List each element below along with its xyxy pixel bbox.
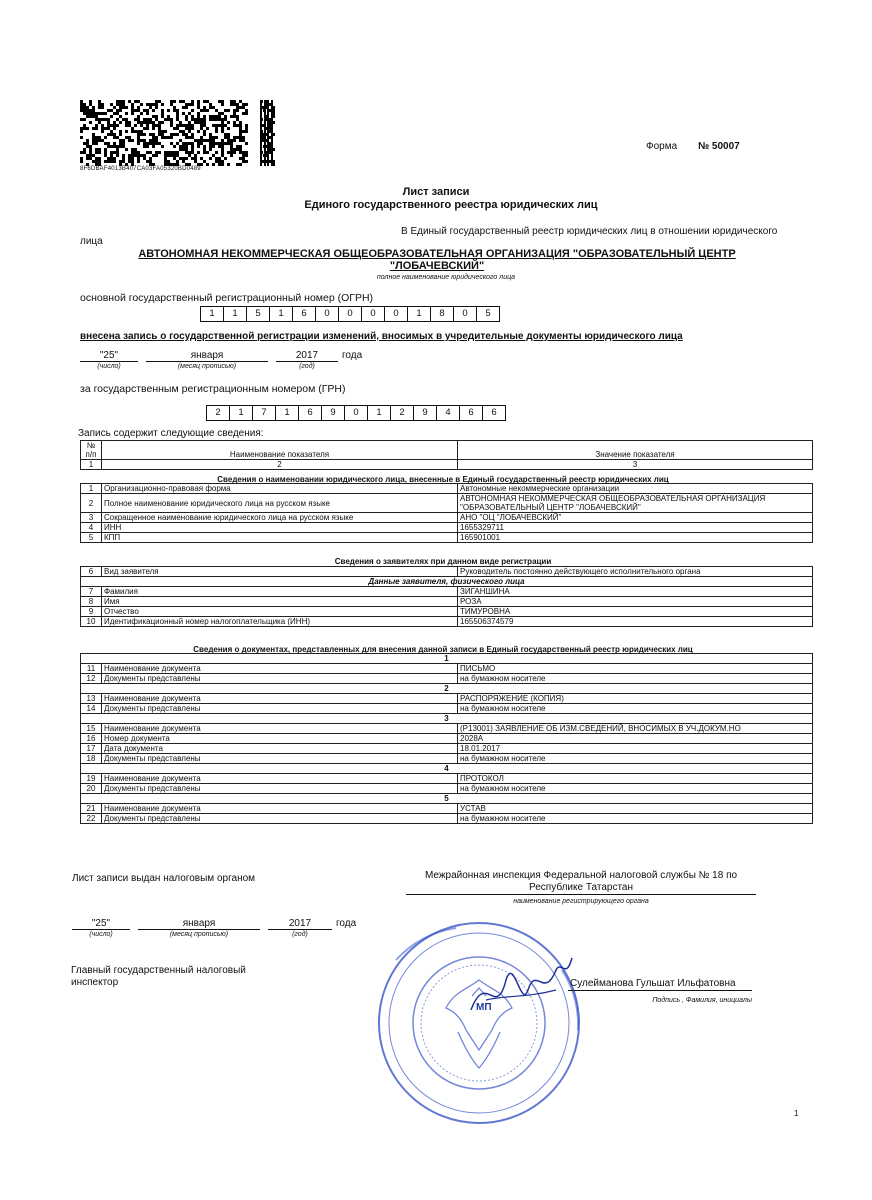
digit-box: 9 xyxy=(413,405,437,421)
digit-box: 7 xyxy=(252,405,276,421)
digit-box: 6 xyxy=(459,405,483,421)
row-value: АНО "ОЦ "ЛОБАЧЕВСКИЙ" xyxy=(458,513,813,523)
section3-table xyxy=(80,653,813,824)
row-name: Документы представлены xyxy=(102,754,458,764)
row-value: на бумажном носителе xyxy=(458,704,813,714)
row-name: Наименование документа xyxy=(102,774,458,784)
row-value: на бумажном носителе xyxy=(458,784,813,794)
digit-box: 1 xyxy=(407,306,431,322)
row-number: 10 xyxy=(81,617,102,627)
row-value: ЗИГАНШИНА xyxy=(458,587,813,597)
row-number: 5 xyxy=(81,533,102,543)
date2-suffix: года xyxy=(336,918,357,929)
row-value: РОЗА xyxy=(458,597,813,607)
barcode-2d xyxy=(80,100,275,166)
date1-year-caption: (год) xyxy=(299,363,315,370)
date1-month-caption: (месяц прописью) xyxy=(177,363,237,370)
table-row xyxy=(81,607,813,617)
row-name: Фамилия xyxy=(102,587,458,597)
row-number: 15 xyxy=(81,724,102,734)
row-value: 2028А xyxy=(458,734,813,744)
section3-title: Сведения о документах, представленных для внесения данной записи в Единый государственный реестр юридических лиц xyxy=(193,645,693,654)
row-name: Документы представлены xyxy=(102,784,458,794)
row-name: Наименование документа xyxy=(102,724,458,734)
header-value: Значение показателя xyxy=(458,441,813,460)
table-row xyxy=(81,734,813,744)
row-number: 20 xyxy=(81,784,102,794)
row-value: ПИСЬМО xyxy=(458,664,813,674)
table-row xyxy=(81,774,813,784)
digit-box: 5 xyxy=(476,306,500,322)
table-row xyxy=(81,523,813,533)
header-col-1: 1 xyxy=(81,460,102,470)
doc-title: Лист записи xyxy=(402,186,470,198)
row-name: ИНН xyxy=(102,523,458,533)
row-number: 4 xyxy=(81,523,102,533)
digit-box: 6 xyxy=(292,306,316,322)
row-number: 1 xyxy=(81,484,102,494)
inspection-caption: наименование регистрирующего органа xyxy=(513,898,649,905)
table-row xyxy=(81,494,813,513)
chief-inspector-title: Главный государственный налоговый инспектор xyxy=(71,965,246,988)
date2-day: "25" xyxy=(72,918,130,930)
digit-box: 1 xyxy=(223,306,247,322)
row-value: на бумажном носителе xyxy=(458,754,813,764)
digit-box: 1 xyxy=(367,405,391,421)
row-value: АВТОНОМНАЯ НЕКОММЕРЧЕСКАЯ ОБЩЕОБРАЗОВАТЕЛЬНАЯ ОРГАНИЗАЦИЯ "ОБРАЗОВАТЕЛЬНЫЙ ЦЕНТР "ЛОБАЧЕВСКИЙ" xyxy=(458,494,813,513)
digit-box: 0 xyxy=(338,306,362,322)
row-number: 11 xyxy=(81,664,102,674)
table-row xyxy=(81,587,813,597)
doc-group-number: 2 xyxy=(81,684,813,694)
digit-box: 0 xyxy=(315,306,339,322)
header-name: Наименование показателя xyxy=(102,441,458,460)
date1-suffix: года xyxy=(342,350,363,361)
date1-month: января xyxy=(146,350,268,362)
row-number: 6 xyxy=(81,567,102,577)
row-name: Документы представлены xyxy=(102,814,458,824)
signer-caption: Подпись , Фамилия, инициалы xyxy=(652,997,752,1004)
handwritten-signature xyxy=(466,950,576,1030)
date1-year: 2017 xyxy=(276,350,338,362)
inspection-name: Межрайонная инспекция Федеральной налоговой службы № 18 по Республике Татарстан xyxy=(406,870,756,895)
ogrn-digits xyxy=(200,306,499,322)
page-number: 1 xyxy=(794,1109,799,1118)
row-number: 22 xyxy=(81,814,102,824)
digit-box: 5 xyxy=(246,306,270,322)
digit-box: 0 xyxy=(361,306,385,322)
row-value: 18.01.2017 xyxy=(458,744,813,754)
row-number: 2 xyxy=(81,494,102,513)
header-col-3: 3 xyxy=(458,460,813,470)
table-row xyxy=(81,567,813,577)
row-value: ПРОТОКОЛ xyxy=(458,774,813,784)
issued-label: Лист записи выдан налоговым органом xyxy=(72,873,256,884)
section2-table xyxy=(80,566,813,627)
digit-box: 1 xyxy=(275,405,299,421)
row-value: УСТАВ xyxy=(458,804,813,814)
digit-box: 6 xyxy=(298,405,322,421)
table-row xyxy=(81,814,813,824)
row-value: (Р13001) ЗАЯВЛЕНИЕ ОБ ИЗМ.СВЕДЕНИЙ, ВНОСИМЫХ В УЧ.ДОКУМ.НО xyxy=(458,724,813,734)
row-value: на бумажном носителе xyxy=(458,674,813,684)
digit-box: 1 xyxy=(269,306,293,322)
section1-table xyxy=(80,483,813,543)
row-value: 1655329711 xyxy=(458,523,813,533)
digit-box: 1 xyxy=(200,306,224,322)
table-row xyxy=(81,664,813,674)
digit-box: 2 xyxy=(390,405,414,421)
org-name-caption: полное наименование юридического лица xyxy=(376,274,516,281)
row-name: Полное наименование юридического лица на русском языке xyxy=(102,494,458,513)
contains-label: Запись содержит следующие сведения: xyxy=(78,428,264,439)
row-name: Наименование документа xyxy=(102,804,458,814)
row-name: Отчество xyxy=(102,607,458,617)
table-row xyxy=(81,513,813,523)
row-number: 21 xyxy=(81,804,102,814)
table-row xyxy=(81,754,813,764)
intro-line-2: лица xyxy=(80,236,103,247)
digit-box: 8 xyxy=(430,306,454,322)
date2-month-caption: (месяц прописью) xyxy=(169,931,229,938)
doc-group-number: 5 xyxy=(81,794,813,804)
ogrn-label: основной государственный регистрационный номер (ОГРН) xyxy=(80,292,374,304)
section2-title: Сведения о заявителях при данном виде регистрации xyxy=(334,557,552,566)
org-full-name: АВТОНОМНАЯ НЕКОММЕРЧЕСКАЯ ОБЩЕОБРАЗОВАТЕЛЬНАЯ ОРГАНИЗАЦИЯ "ОБРАЗОВАТЕЛЬНЫЙ ЦЕНТР "ЛОБАЧЕВСКИЙ" xyxy=(138,248,736,272)
date2-year: 2017 xyxy=(268,918,332,930)
table-row xyxy=(81,804,813,814)
table-row xyxy=(81,744,813,754)
stamp-label: МП xyxy=(476,1002,492,1013)
table-row xyxy=(81,617,813,627)
row-value: 165506374579 xyxy=(458,617,813,627)
row-name: Вид заявителя xyxy=(102,567,458,577)
row-name: КПП xyxy=(102,533,458,543)
digit-box: 0 xyxy=(384,306,408,322)
row-value: Автономные некоммерческие организации xyxy=(458,484,813,494)
row-value: 165901001 xyxy=(458,533,813,543)
table-row xyxy=(81,597,813,607)
row-number: 7 xyxy=(81,587,102,597)
row-name: Дата документа xyxy=(102,744,458,754)
header-table xyxy=(80,440,813,470)
row-number: 13 xyxy=(81,694,102,704)
entry-description: внесена запись о государственной регистрации изменений, вносимых в учредительные документы юридического лица xyxy=(80,331,683,342)
row-number: 12 xyxy=(81,674,102,684)
signer-name: Сулейманова Гульшат Ильфатовна xyxy=(570,978,736,989)
doc-group-number: 1 xyxy=(81,654,813,664)
row-number: 17 xyxy=(81,744,102,754)
grn-label: за государственным регистрационным номером (ГРН) xyxy=(80,383,346,395)
digit-box: 4 xyxy=(436,405,460,421)
intro-line-1: В Единый государственный реестр юридических лиц в отношении юридического xyxy=(401,226,778,237)
date1-day: "25" xyxy=(80,350,138,362)
section1-title: Сведения о наименовании юридического лица, внесенные в Единый государственный реестр юридических лиц xyxy=(217,475,669,484)
date2-day-caption: (число) xyxy=(89,931,113,938)
row-value: ТИМУРОВНА xyxy=(458,607,813,617)
digit-box: 0 xyxy=(453,306,477,322)
header-col-2: 2 xyxy=(102,460,458,470)
grn-digits xyxy=(206,405,505,421)
row-number: 8 xyxy=(81,597,102,607)
row-name: Номер документа xyxy=(102,734,458,744)
row-name: Сокращенное наименование юридического лица на русском языке xyxy=(102,513,458,523)
row-name: Имя xyxy=(102,597,458,607)
row-number: 18 xyxy=(81,754,102,764)
row-number: 3 xyxy=(81,513,102,523)
table-row xyxy=(81,704,813,714)
signature-line xyxy=(568,990,752,991)
table-row xyxy=(81,724,813,734)
table-row xyxy=(81,533,813,543)
barcode-text: 8F6DBAF4013B407CA03FA05320BD0489 xyxy=(80,166,201,172)
row-value: Руководитель постоянно действующего исполнительного органа xyxy=(458,567,813,577)
digit-box: 1 xyxy=(229,405,253,421)
date1-day-caption: (число) xyxy=(97,363,121,370)
row-name: Документы представлены xyxy=(102,674,458,684)
row-number: 16 xyxy=(81,734,102,744)
row-name: Организационно-правовая форма xyxy=(102,484,458,494)
section2-subtitle: Данные заявителя, физического лица xyxy=(81,577,813,587)
row-number: 14 xyxy=(81,704,102,714)
row-value: РАСПОРЯЖЕНИЕ (КОПИЯ) xyxy=(458,694,813,704)
date2-year-caption: (год) xyxy=(292,931,308,938)
table-row xyxy=(81,484,813,494)
row-name: Наименование документа xyxy=(102,664,458,674)
row-name: Идентификационный номер налогоплательщика (ИНН) xyxy=(102,617,458,627)
row-name: Документы представлены xyxy=(102,704,458,714)
doc-group-number: 4 xyxy=(81,764,813,774)
row-number: 19 xyxy=(81,774,102,784)
digit-box: 6 xyxy=(482,405,506,421)
digit-box: 9 xyxy=(321,405,345,421)
form-label: Форма xyxy=(646,141,678,152)
row-number: 9 xyxy=(81,607,102,617)
doc-group-number: 3 xyxy=(81,714,813,724)
table-row xyxy=(81,674,813,684)
date2-month: января xyxy=(138,918,260,930)
header-n: № п/п xyxy=(81,441,102,460)
table-row xyxy=(81,784,813,794)
table-row xyxy=(81,694,813,704)
form-number: № 50007 xyxy=(698,141,740,152)
digit-box: 2 xyxy=(206,405,230,421)
row-name: Наименование документа xyxy=(102,694,458,704)
row-value: на бумажном носителе xyxy=(458,814,813,824)
digit-box: 0 xyxy=(344,405,368,421)
doc-subtitle: Единого государственного реестра юридических лиц xyxy=(304,199,598,211)
